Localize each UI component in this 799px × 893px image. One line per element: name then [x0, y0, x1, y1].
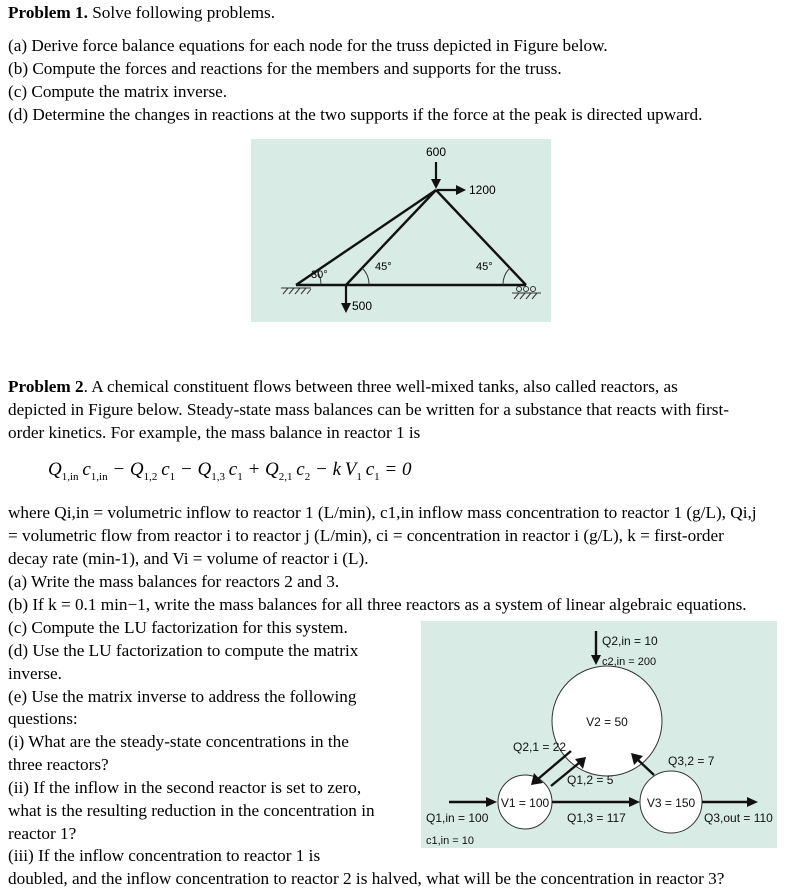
problem2-part-e: (e) Use the matrix inverse to address the following: [8, 687, 357, 706]
truss-figure: [251, 139, 551, 322]
label-q2in: Q2,in = 10: [602, 634, 658, 648]
label-q21: Q2,1 = 22: [513, 740, 567, 754]
problem1-part-c: (c) Compute the matrix inverse.: [8, 82, 228, 101]
problem2-where-3: decay rate (min-1), and Vi = volume of reactor i (L).: [8, 549, 369, 568]
problem1-part-a: (a) Derive force balance equations for each node for the truss depicted in Figure below.: [8, 36, 608, 55]
angle-label-middle: 45°: [375, 261, 392, 273]
problem2-part-c: (c) Compute the LU factorization for this system.: [8, 618, 348, 637]
problem2-question-ii-cont2: reactor 1?: [8, 824, 77, 843]
label-q32: Q3,2 = 7: [668, 754, 715, 768]
angle-label-left: 30°: [311, 269, 328, 281]
problem1-part-b: (b) Compute the forces and reactions for the members and supports for the truss.: [8, 59, 562, 78]
label-c2in: c2,in = 200: [602, 656, 657, 668]
problem2-question-ii-cont: what is the resulting reduction in the concentration in: [8, 801, 375, 820]
mass-balance-equation: $Q_{1,in}$ $c_{1,in} - Q_{1,2}$ $c_1 - Q_{1,3}$ $c_1 + Q_{2,1}$ $c_2 - k$ $V_1$ $c_1 = 0$: [48, 459, 412, 483]
load-label-top: 600: [425, 145, 447, 159]
problem2-title: Problem 2: [8, 377, 84, 396]
problem2-line-1: [8, 376, 678, 398]
problem2-part-d-cont: inverse.: [8, 664, 62, 683]
label-v1: V1 = 100: [500, 796, 550, 810]
problem2-intro-1: . A chemical constituent flows between three well-mixed tanks, also called reactors, as: [83, 377, 678, 396]
load-label-horizontal: 1200: [469, 183, 496, 197]
problem2-question-ii: (ii) If the inflow in the second reactor is set to zero,: [8, 778, 362, 797]
problem2-question-iii-cont: doubled, and the inflow concentration to reactor 2 is halved, what will be the concentration in reactor 3?: [8, 869, 725, 888]
label-q1in: Q1,in = 100: [426, 811, 489, 825]
label-q13: Q1,3 = 117: [567, 811, 626, 825]
problem2-intro-2: depicted in Figure below. Steady-state mass balances can be written for a substance that reacts with first-: [8, 400, 729, 419]
problem2-intro-3: order kinetics. For example, the mass balance in reactor 1 is: [8, 423, 421, 442]
problem1-part-d: (d) Determine the changes in reactions at the two supports if the force at the peak is directed upward.: [8, 105, 703, 124]
problem2-part-d: (d) Use the LU factorization to compute the matrix: [8, 641, 359, 660]
problem2-where-1: where Qi,in = volumetric inflow to reactor 1 (L/min), c1,in inflow mass concentration to reactor 1 (g/L), Qi,j: [8, 503, 757, 522]
problem2-part-e-cont: questions:: [8, 709, 78, 728]
label-v2: V2 = 50: [586, 715, 628, 729]
load-label-bottom: 500: [352, 299, 373, 313]
problem1-heading: [8, 2, 275, 24]
label-v3: V3 = 150: [646, 796, 696, 810]
problem1-title: Problem 1.: [8, 3, 88, 22]
problem2-where-2: = volumetric flow from reactor i to reactor j (L/min), ci = concentration in reactor i (g/L), k = first-order: [8, 526, 724, 545]
label-c1in: c1,in = 10: [426, 835, 475, 847]
problem2-question-i: (i) What are the steady-state concentrations in the: [8, 732, 349, 751]
problem2-question-i-cont: three reactors?: [8, 755, 109, 774]
label-q12: Q1,2 = 5: [567, 773, 614, 787]
truss-figure-background: [251, 139, 551, 322]
problem2-part-a: (a) Write the mass balances for reactors 2 and 3.: [8, 572, 340, 591]
label-q3out: Q3,out = 110: [704, 811, 773, 825]
problem2-question-iii: (iii) If the inflow concentration to reactor 1 is: [8, 846, 321, 865]
angle-label-right: 45°: [476, 261, 493, 273]
problem1-intro: Solve following problems.: [87, 3, 276, 22]
problem2-part-b: (b) If k = 0.1 min−1, write the mass balances for all three reactors as a system of linear algebraic equations.: [8, 595, 747, 614]
reactor-figure: [421, 621, 777, 848]
